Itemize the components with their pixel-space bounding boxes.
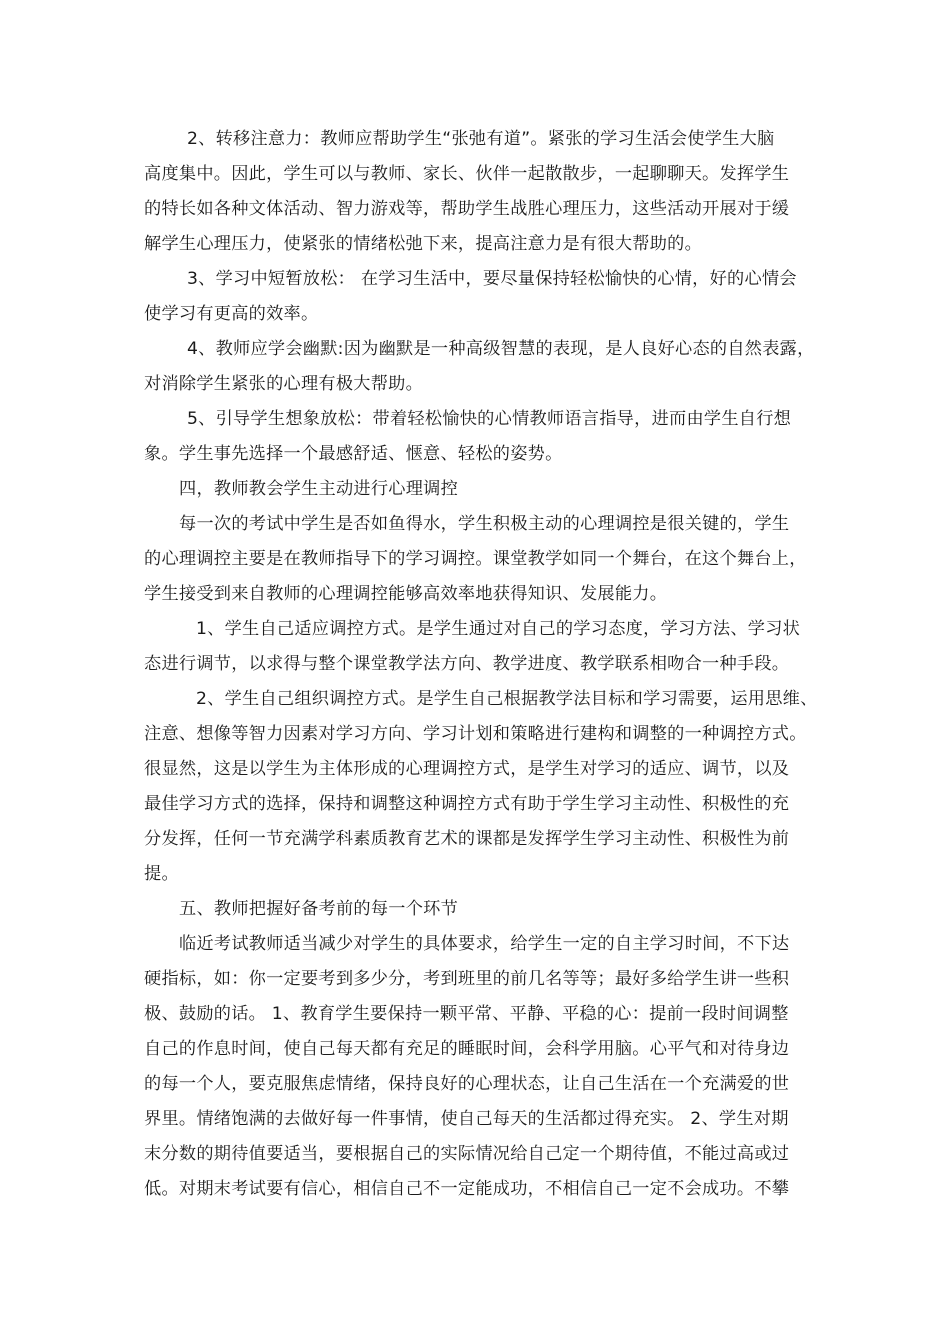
- paragraph-line: 对消除学生紧张的心理有极大帮助。: [144, 374, 424, 394]
- paragraph-line: 1、学生自己适应调控方式。是学生通过对自己的学习态度，学习方法、学习状: [196, 619, 801, 639]
- paragraph-line: 很显然，这是以学生为主体形成的心理调控方式，是学生对学习的适应、调节，以及: [144, 759, 790, 779]
- paragraph-line: 的特长如各种文体活动、智力游戏等，帮助学生战胜心理压力，这些活动开展对于缓: [144, 199, 790, 219]
- paragraph-line: 2、转移注意力：教师应帮助学生“张弛有道”。紧张的学习生活会使学生大脑: [187, 129, 775, 149]
- paragraph-line: 的心理调控主要是在教师指导下的学习调控。课堂教学如同一个舞台，在这个舞台上，: [144, 549, 807, 569]
- paragraph-line: 2、学生自己组织调控方式。是学生自己根据教学法目标和学习需要，运用思维、: [196, 689, 818, 709]
- paragraph-line: 态进行调节，以求得与整个课堂教学法方向、教学进度、教学联系相吻合一种手段。: [144, 654, 790, 674]
- paragraph-line: 分发挥，任何一节充满学科素质教育艺术的课都是发挥学生学习主动性、积极性为前: [144, 829, 790, 849]
- paragraph-line: 界里。情绪饱满的去做好每一件事情，使自己每天的生活都过得充实。 2、学生对期: [144, 1109, 789, 1129]
- paragraph-line: 低。对期末考试要有信心，相信自己不一定能成功，不相信自己一定不会成功。不攀: [144, 1179, 790, 1199]
- paragraph-line: 临近考试教师适当减少对学生的具体要求，给学生一定的自主学习时间，不下达: [179, 934, 790, 954]
- paragraph-line: 使学习有更高的效率。: [144, 304, 319, 324]
- paragraph-line: 注意、想像等智力因素对学习方向、学习计划和策略进行建构和调整的一种调控方式。: [144, 724, 807, 744]
- paragraph-line: 末分数的期待值要适当，要根据自己的实际情况给自己定一个期待值，不能过高或过: [144, 1144, 790, 1164]
- paragraph-line: 极、鼓励的话。 1、教育学生要保持一颗平常、平静、平稳的心：提前一段时间调整: [144, 1004, 789, 1024]
- paragraph-line: 的每一个人，要克服焦虑情绪，保持良好的心理状态，让自己生活在一个充满爱的世: [144, 1074, 790, 1094]
- paragraph-line: 最佳学习方式的选择，保持和调整这种调控方式有助于学生学习主动性、积极性的充: [144, 794, 790, 814]
- paragraph-line: 4、教师应学会幽默:因为幽默是一种高级智慧的表现，是人良好心态的自然表露，: [187, 339, 815, 359]
- paragraph-line: 解学生心理压力，使紧张的情绪松弛下来，提高注意力是有很大帮助的。: [144, 234, 703, 254]
- paragraph-line: 提。: [144, 864, 179, 884]
- section-heading: 五、教师把握好备考前的每一个环节: [179, 899, 459, 919]
- paragraph-line: 硬指标，如：你一定要考到多少分，考到班里的前几名等等；最好多给学生讲一些积: [144, 969, 790, 989]
- paragraph-line: 高度集中。因此，学生可以与教师、家长、伙伴一起散散步，一起聊聊天。发挥学生: [144, 164, 790, 184]
- paragraph-line: 3、学习中短暂放松： 在学习生活中，要尽量保持轻松愉快的心情，好的心情会: [187, 269, 797, 289]
- section-heading: 四，教师教会学生主动进行心理调控: [179, 479, 459, 499]
- paragraph-line: 每一次的考试中学生是否如鱼得水，学生积极主动的心理调控是很关键的，学生: [179, 514, 790, 534]
- paragraph-line: 自己的作息时间，使自己每天都有充足的睡眠时间，会科学用脑。心平气和对待身边: [144, 1039, 790, 1059]
- paragraph-line: 象。学生事先选择一个最感舒适、惬意、轻松的姿势。: [144, 444, 563, 464]
- paragraph-line: 学生接受到来自教师的心理调控能够高效率地获得知识、发展能力。: [144, 584, 668, 604]
- paragraph-line: 5、引导学生想象放松：带着轻松愉快的心情教师语言指导，进而由学生自行想: [187, 409, 792, 429]
